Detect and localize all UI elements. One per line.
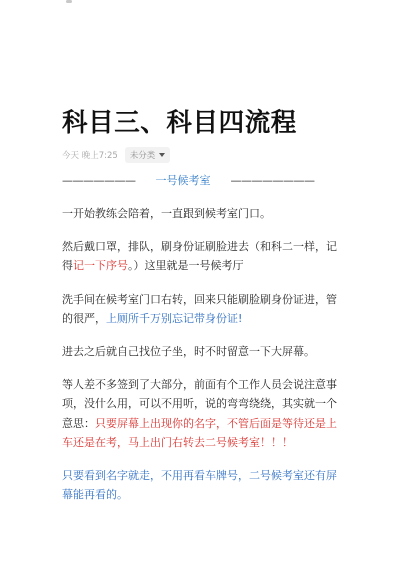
section-left-dashes: ——————— <box>62 173 136 187</box>
paragraph-1: 一开始教练会陪着，一直跟到候考室门口。 <box>62 207 271 220</box>
paragraph-5 <box>62 375 347 452</box>
paragraph-3-text: 洗手间在候考室门口右转，回来只能刷脸刷身份证进，管的很严， <box>62 292 337 325</box>
paragraph-2-text-b: 。）这里就是一号候考厅 <box>128 259 244 273</box>
note-title: 科目三、科目四流程 <box>62 108 297 138</box>
note-timestamp: 今天 晚上7:25 <box>62 151 118 161</box>
paragraph-3 <box>62 290 347 328</box>
section-heading <box>62 170 347 190</box>
section-right-dashes: ———————— <box>230 173 315 187</box>
category-label: 未分类 <box>129 151 156 161</box>
paragraph-3-highlight: 上厕所千万别忘记带身份证! <box>106 311 243 325</box>
note-meta <box>62 146 347 164</box>
top-edge-mark <box>66 0 72 3</box>
note-content <box>62 106 347 504</box>
paragraph-2-text-a: 然后戴口罩，排队，刷身份证刷脸进去（和科二一样，记得 <box>62 240 337 273</box>
chevron-down-icon <box>159 153 165 157</box>
paragraph-2 <box>62 237 347 275</box>
paragraph-6: 只要看到名字就走，不用再看车牌号，二号候考室还有屏幕能再看的。 <box>62 469 337 502</box>
paragraph-2-highlight: 记一下序号 <box>73 259 128 273</box>
paragraph-5-text: 等人差不多签到了大部分，前面有个工作人员会说注意事项，没什么用，可以不用听，说的弯弯绕绕，其实就一个意思： <box>62 378 337 430</box>
paragraph-5-highlight: 只要屏幕上出现你的名字，不管后面是等待还是上车还是在考，马上出门右转去二号候考室！！！ <box>62 416 337 449</box>
category-dropdown[interactable] <box>125 147 171 163</box>
paragraph-4: 进去之后就自己找位子坐，时不时留意一下大屏幕。 <box>62 345 315 359</box>
section-title: 一号候考室 <box>155 174 211 187</box>
